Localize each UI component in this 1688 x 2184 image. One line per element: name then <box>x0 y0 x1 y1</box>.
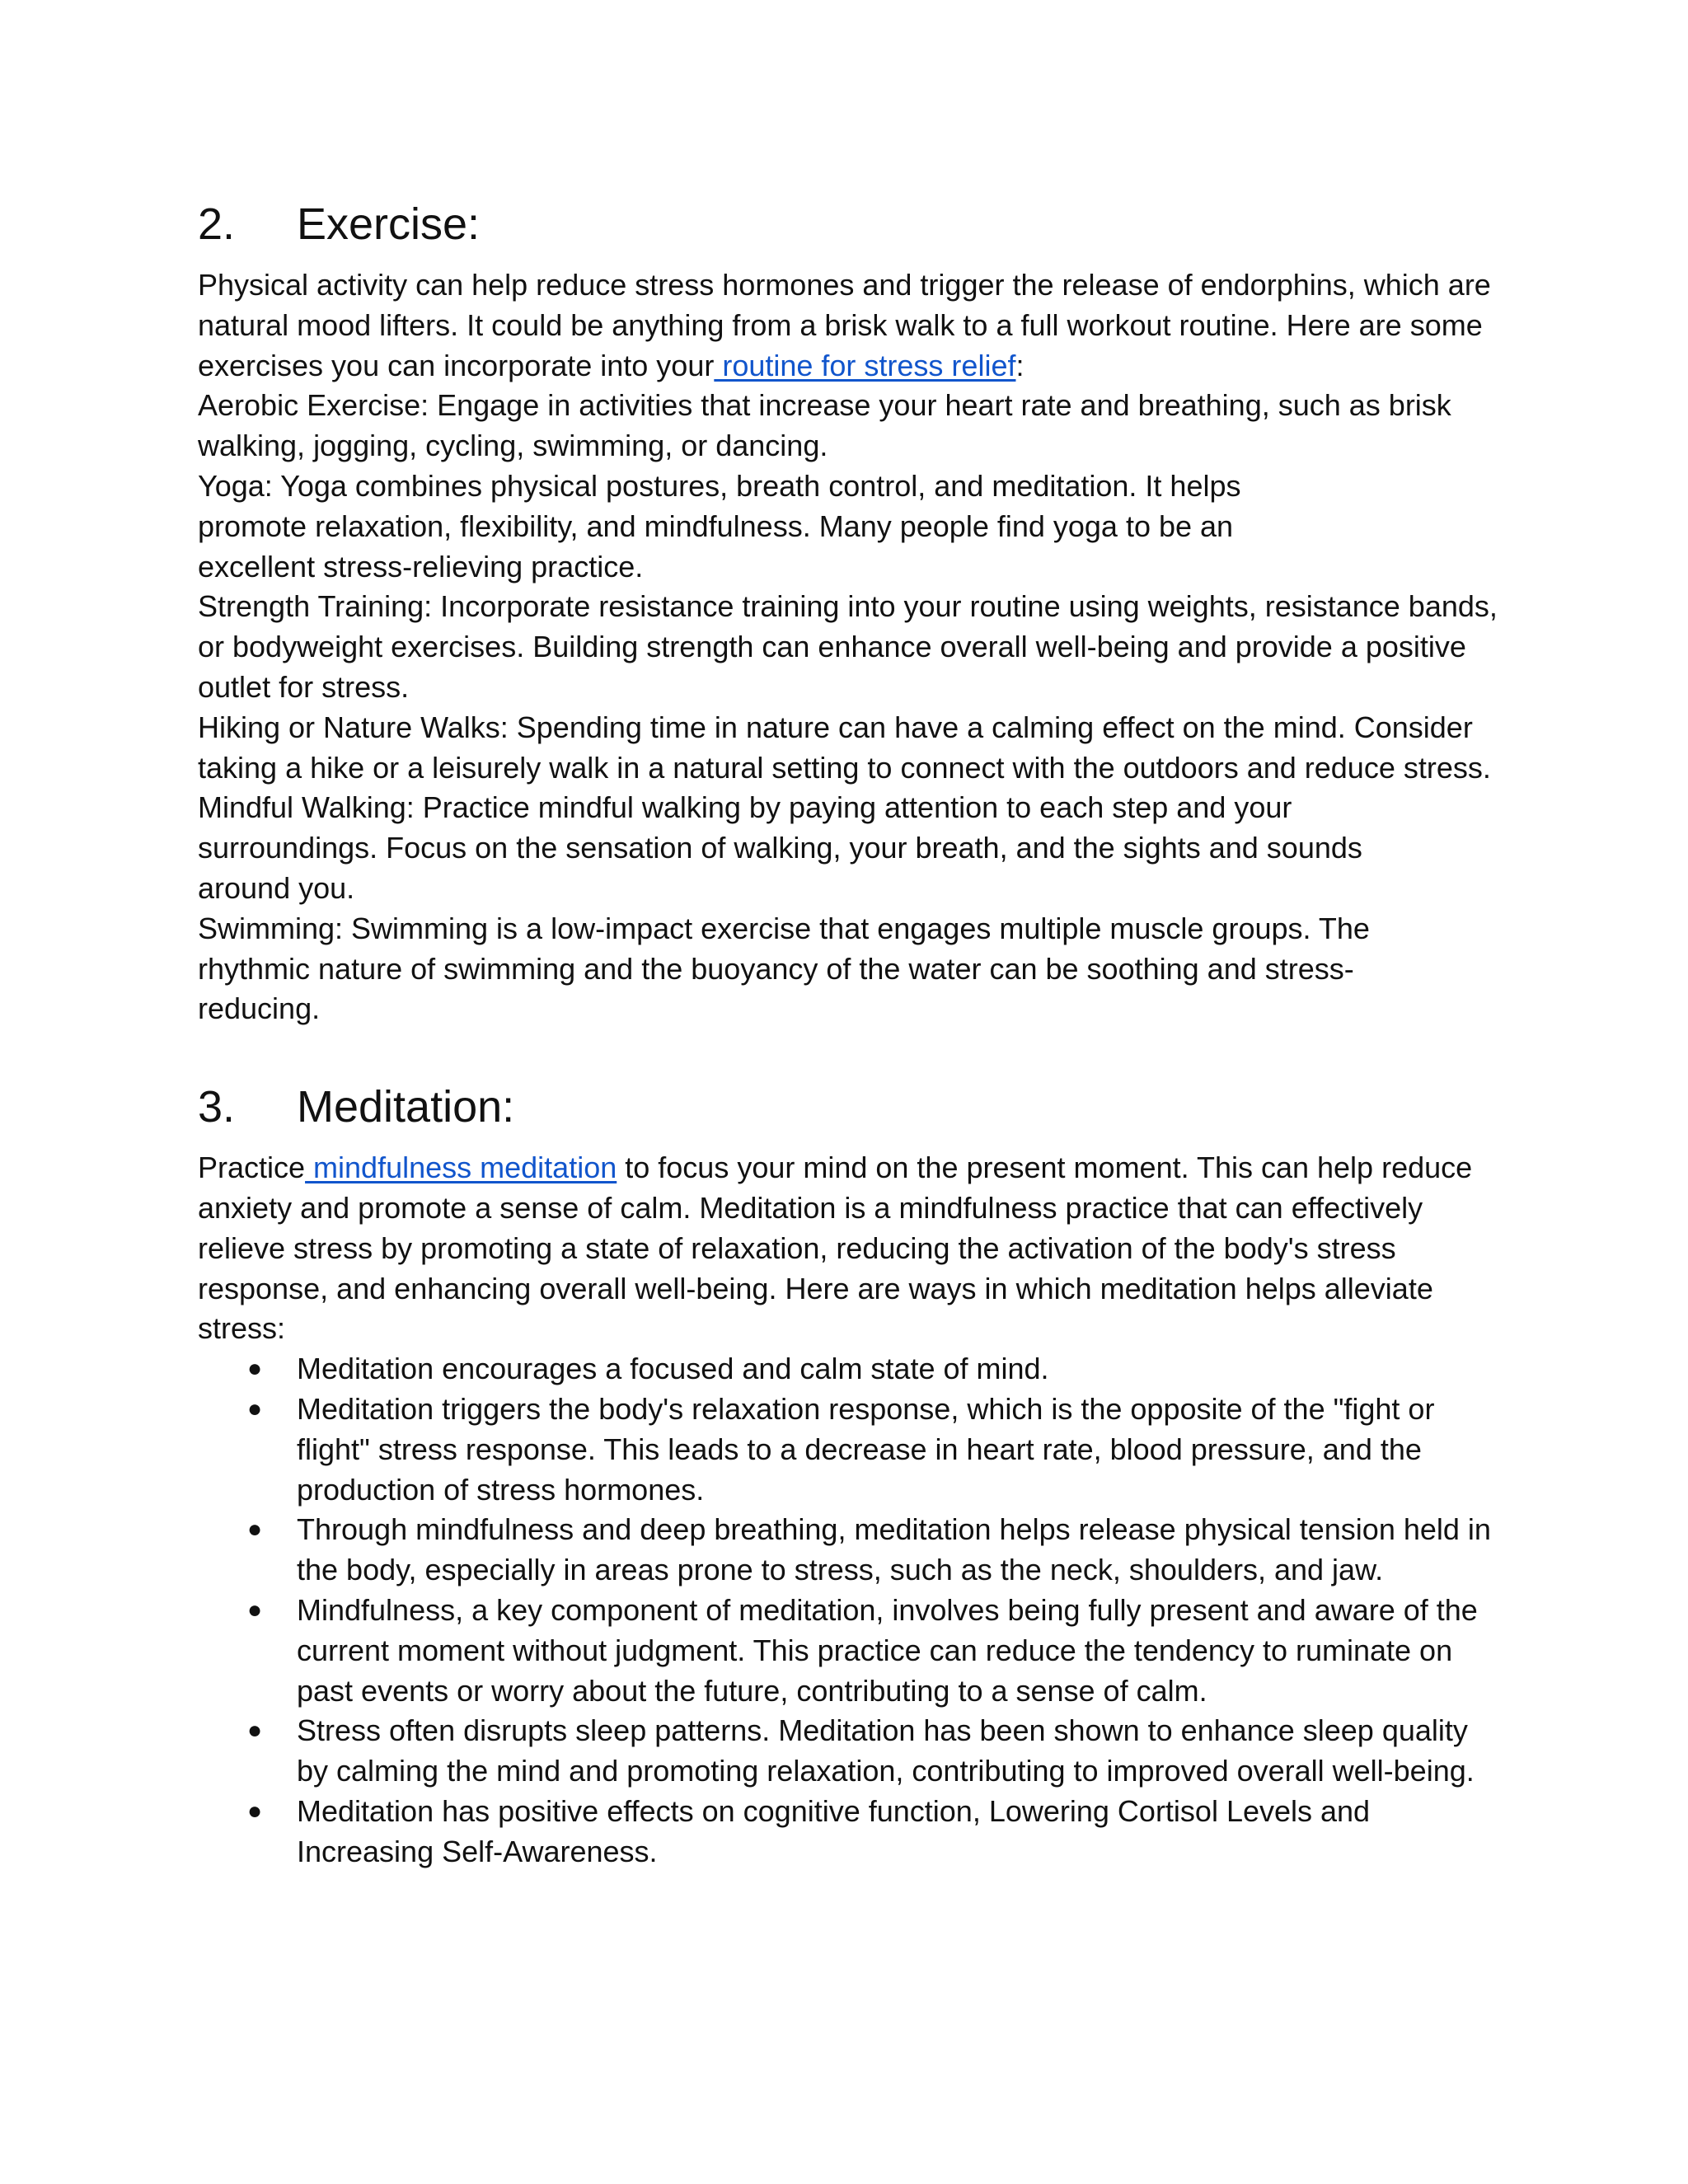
list-item-text: Stress often disrupts sleep patterns. Meditation has been shown to enhance sleep quality by calming the mind and promoting relaxation, contributing to improved overall well-being. <box>297 1713 1475 1788</box>
bullet-icon: ● <box>247 1797 263 1825</box>
list-item-text: Through mindfulness and deep breathing, meditation helps release physical tension held in the body, especially in areas prone to stress, such as the neck, shoulders, and jaw. <box>297 1512 1491 1587</box>
bullet-icon: ● <box>247 1394 263 1422</box>
list-item <box>198 1390 1502 1510</box>
bullet-icon: ● <box>247 1355 263 1383</box>
exercise-item-strength: Strength Training: Incorporate resistance training into your routine using weights, resistance bands, or bodyweight exercises. Building strength can enhance overall well-being and provide a positive outlet for stress. <box>198 589 1498 704</box>
list-item-text: Meditation triggers the body's relaxation response, which is the opposite of the "fight or flight" stress response. This leads to a decrease in heart rate, blood pressure, and the production of stress hormones. <box>297 1391 1435 1507</box>
bullet-icon: ● <box>247 1596 263 1624</box>
exercise-item-hiking: Hiking or Nature Walks: Spending time in nature can have a calming effect on the mind. Consider taking a hike or a leisurely walk in a natural setting to connect with the outdoors and reduce stress. <box>198 710 1491 785</box>
list-item <box>198 1792 1502 1872</box>
meditation-intro-prefix: Practice <box>198 1151 306 1185</box>
exercise-intro-suffix: : <box>1015 348 1025 382</box>
list-item-text: Meditation has positive effects on cognitive function, Lowering Cortisol Levels and Increasing Self-Awareness. <box>297 1793 1371 1868</box>
meditation-intro-paragraph <box>198 1148 1500 1349</box>
list-item <box>198 1711 1502 1792</box>
exercise-item-aerobic: Aerobic Exercise: Engage in activities that increase your heart rate and breathing, such as brisk walking, jogging, cycling, swimming, or dancing. <box>198 388 1451 463</box>
list-item <box>198 1591 1502 1711</box>
list-item <box>198 1349 1502 1390</box>
list-item-text: Mindfulness, a key component of meditation, involves being fully present and aware of the current moment without judgment. This practice can reduce the tendency to ruminate on past events or worry about the future, contributing to a sense of calm. <box>297 1592 1478 1708</box>
section-title: Meditation: <box>297 1082 515 1132</box>
section-title: Exercise: <box>297 199 481 249</box>
section-heading-exercise <box>198 194 1500 254</box>
exercise-item-swimming: Swimming: Swimming is a low-impact exercise that engages multiple muscle groups. The rhythmic nature of swimming and the buoyancy of the water can be soothing and stress-reducing. <box>198 911 1370 1026</box>
meditation-benefits-list <box>198 1349 1500 1872</box>
exercise-intro-text: Physical activity can help reduce stress hormones and trigger the release of endorphins, which are natural mood lifters. It could be anything from a brisk walk to a full workout routine. Here are some exercises you can incorporate into your <box>198 268 1491 382</box>
document-page <box>198 194 1500 1872</box>
section-number: 3. <box>198 1082 236 1132</box>
section-number: 2. <box>198 199 236 249</box>
list-item <box>198 1510 1502 1591</box>
meditation-intro-text: to focus your mind on the present moment. This can help reduce anxiety and promote a sense of calm. Meditation is a mindfulness practice that can effectively relieve stress by promoting a state of relaxation, reducing the activation of the body's stress response, and enhancing overall well-being. Here are ways in which meditation helps alleviate stress: <box>198 1151 1473 1346</box>
bullet-icon: ● <box>247 1717 263 1745</box>
exercise-intro-paragraph <box>198 265 1500 386</box>
bullet-icon: ● <box>247 1516 263 1544</box>
exercise-item-mindful-walking: Mindful Walking: Practice mindful walking by paying attention to each step and your surroundings. Focus on the sensation of walking, your breath, and the sights and sounds around you. <box>198 790 1362 905</box>
section-heading-meditation <box>198 1077 1500 1137</box>
routine-for-stress-relief-link[interactable]: routine for stress relief <box>714 348 1016 382</box>
list-item-text: Meditation encourages a focused and calm state of mind. <box>297 1352 1049 1386</box>
exercise-item-yoga: Yoga: Yoga combines physical postures, breath control, and meditation. It helps promote relaxation, flexibility, and mindfulness. Many people find yoga to be an excellent stress-relieving practice. <box>198 468 1241 583</box>
mindfulness-meditation-link[interactable]: mindfulness meditation <box>305 1151 617 1185</box>
